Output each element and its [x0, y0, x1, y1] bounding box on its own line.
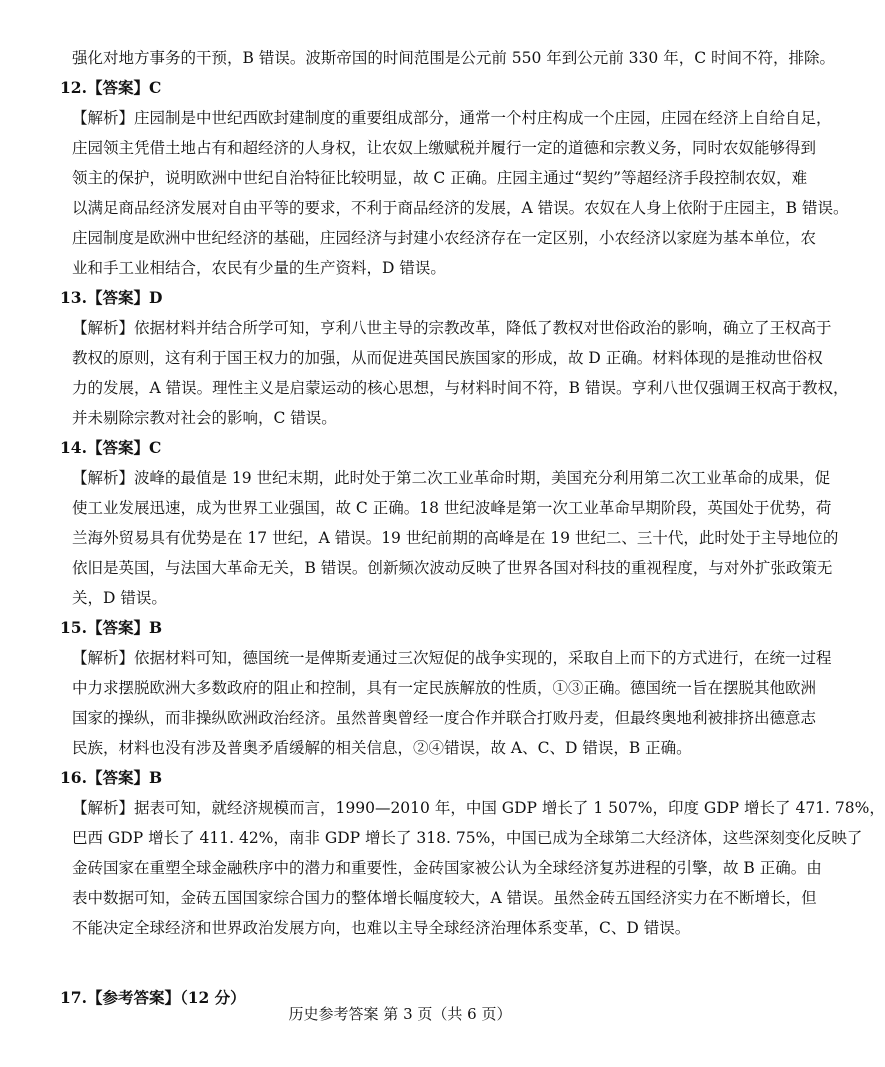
analysis-line: 表中数据可知，金砖五国国家综合国力的整体增长幅度较大，A 错误。虽然金砖五国经济实力在不断增长，但: [72, 889, 817, 907]
analysis-line: 兰海外贸易具有优势是在 17 世纪，A 错误。19 世纪前期的高峰是在 19 世纪二、三十代，此时处于主导地位的: [72, 529, 839, 547]
analysis-line: 【解析】庄园制是中世纪西欧封建制度的重要组成部分，通常一个村庄构成一个庄园，庄园在经济上自给自足，: [72, 109, 832, 127]
analysis-line: 领主的保护，说明欧洲中世纪自治特征比较明显，故 C 正确。庄园主通过“契约”等超经济手段控制农奴，难: [72, 169, 808, 187]
analysis-line: 关，D 错误。: [72, 589, 167, 607]
analysis-line: 中力求摆脱欧洲大多数政府的阻止和控制，具有一定民族解放的性质，①③正确。德国统一旨在摆脱其他欧洲: [72, 679, 817, 697]
answer-label: 【答案】B: [86, 768, 163, 787]
analysis-line: 民族，材料也没有涉及普奥矛盾缓解的相关信息，②④错误，故 A、C、D 错误，B 正确。: [72, 739, 692, 757]
question-answer-heading: [60, 763, 758, 793]
analysis-line: 强化对地方事务的干预，B 错误。波斯帝国的时间范围是公元前 550 年到公元前 330 年，C 时间不符，排除。: [72, 49, 835, 67]
analysis-line: 庄园领主凭借土地占有和超经济的人身权，让农奴上缴赋税并履行一定的道德和宗教义务，同时农奴能够得到: [72, 139, 817, 157]
question-answer-heading: [60, 613, 758, 643]
analysis-line: 使工业发展迅速，成为世界工业强国，故 C 正确。18 世纪波峰是第一次工业革命早期阶段，英国处于优势，荷: [72, 499, 832, 517]
analysis-line: 教权的原则，这有利于国王权力的加强，从而促进英国民族国家的形成，故 D 正确。材料体现的是推动世俗权: [72, 349, 823, 367]
analysis-line: 力的发展，A 错误。理性主义是启蒙运动的核心思想，与材料时间不符，B 错误。亨利八世仅强调王权高于教权，: [72, 379, 849, 397]
page-footer: 历史参考答案 第 3 页（共 6 页）: [288, 1005, 512, 1023]
analysis-line: 不能决定全球经济和世界政治发展方向，也难以主导全球经济治理体系变革，C、D 错误。: [72, 919, 691, 937]
analysis-line: 并未剔除宗教对社会的影响，C 错误。: [72, 409, 337, 427]
answer-label: 【答案】C: [86, 438, 162, 457]
question-number: 14.: [60, 438, 87, 457]
question-answer-heading: [60, 283, 758, 313]
analysis-line: 国家的操纵，而非操纵欧洲政治经济。虽然普奥曾经一度合作并联合打败丹麦，但最终奥地利被排挤出德意志: [72, 709, 817, 727]
question-number: 13.: [60, 288, 87, 307]
answer-label: 【答案】D: [86, 288, 163, 307]
analysis-line: 【解析】据表可知，就经济规模而言，1990—2010 年，中国 GDP 增长了 1 507%，印度 GDP 增长了 471. 78%，: [72, 799, 885, 817]
analysis-line: 【解析】波峰的最值是 19 世纪末期，此时处于第二次工业革命时期，美国充分利用第二次工业革命的成果，促: [72, 469, 831, 487]
analysis-line: 业和手工业相结合，农民有少量的生产资料，D 错误。: [72, 259, 446, 277]
analysis-line: 庄园制度是欧洲中世纪经济的基础，庄园经济与封建小农经济存在一定区别，小农经济以家庭为基本单位，农: [72, 229, 817, 247]
answer-label: 【答案】B: [86, 618, 163, 637]
analysis-line: 【解析】依据材料可知，德国统一是俾斯麦通过三次短促的战争实现的，采取自上而下的方式进行，在统一过程: [72, 649, 832, 667]
analysis-line: 依旧是英国，与法国大革命无关，B 错误。创新频次波动反映了世界各国对科技的重视程度，与对外扩张政策无: [72, 559, 833, 577]
question-number: 12.: [60, 78, 87, 97]
analysis-line: 金砖国家在重塑全球金融秩序中的潜力和重要性，金砖国家被公认为全球经济复苏进程的引擎，故 B 正确。由: [72, 859, 822, 877]
question-number: 15.: [60, 618, 87, 637]
question-answer-heading: [60, 73, 758, 103]
analysis-line: 巴西 GDP 增长了 411. 42%，南非 GDP 增长了 318. 75%，中国已成为全球第二大经济体，这些深刻变化反映了: [72, 829, 863, 847]
analysis-line: 【解析】依据材料并结合所学可知，亨利八世主导的宗教改革，降低了教权对世俗政治的影响，确立了王权高于: [72, 319, 832, 337]
question-answer-heading: [60, 433, 758, 463]
answer-label: 【答案】C: [86, 78, 162, 97]
question-number: 16.: [60, 768, 87, 787]
question-number: 17.: [60, 988, 87, 1007]
answer-label: 【参考答案】（12 分）: [86, 988, 246, 1007]
analysis-line: 以满足商品经济发展对自由平等的要求，不利于商品经济的发展，A 错误。农奴在人身上依附于庄园主，B 错误。: [72, 199, 849, 217]
